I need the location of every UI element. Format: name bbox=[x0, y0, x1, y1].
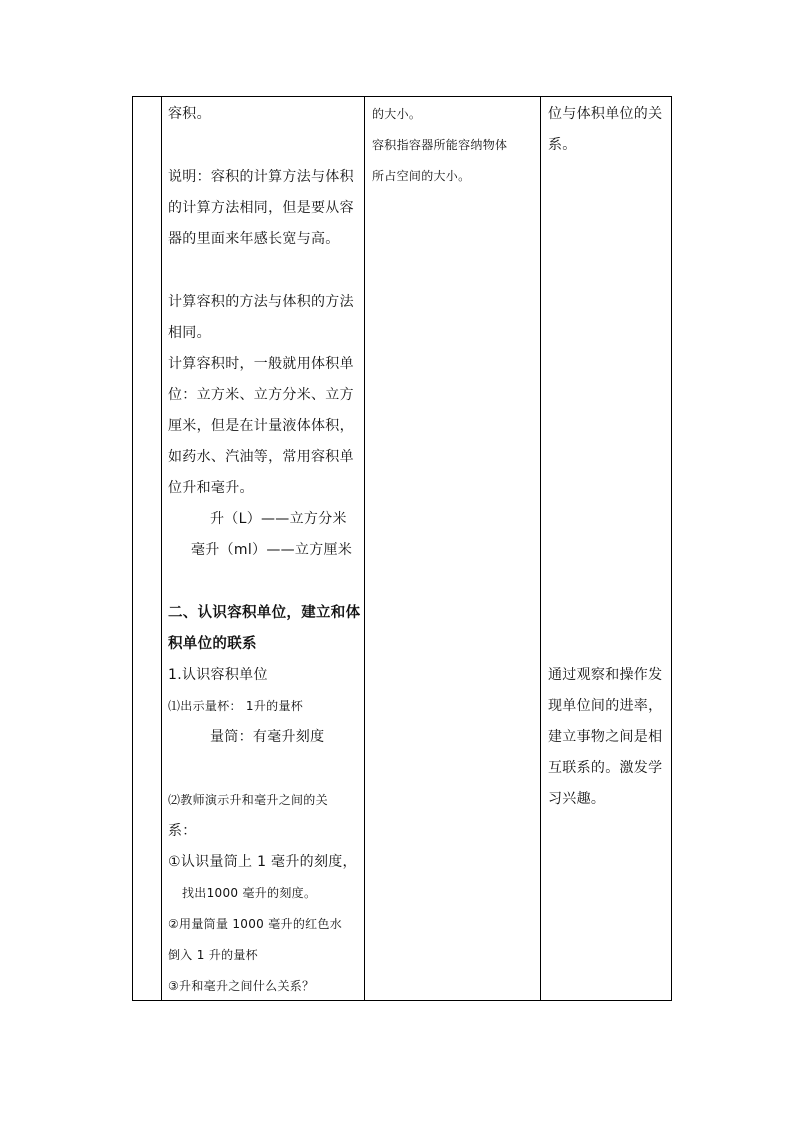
text-line: 量筒：有毫升刻度 bbox=[210, 729, 325, 745]
text-line: 习兴趣。 bbox=[548, 791, 606, 807]
text-line: 系。 bbox=[548, 137, 577, 153]
text-line: 现单位间的进率， bbox=[548, 698, 663, 714]
text-line: 位与体积单位的关 bbox=[548, 106, 663, 122]
text-line: 位：立方米、立方分米、立方 bbox=[168, 387, 354, 403]
text-line: 倒入 1 升的量杯 bbox=[168, 948, 258, 962]
text-line: ②用量筒量 1000 毫升的红色水 bbox=[168, 917, 343, 931]
text-line: 互联系的。激发学 bbox=[548, 760, 663, 776]
text-line: 通过观察和操作发 bbox=[548, 667, 663, 683]
text-line: 如药水、汽油等，常用容积单 bbox=[168, 449, 354, 465]
text-line: 说明：容积的计算方法与体积 bbox=[168, 169, 354, 185]
text-line: 的计算方法相同，但是要从容 bbox=[168, 200, 354, 216]
text-line: 容积。 bbox=[168, 106, 211, 122]
text-line: ①认识量筒上 1 毫升的刻度， bbox=[168, 854, 357, 870]
text-line: 位升和毫升。 bbox=[168, 480, 254, 496]
text-line: 所占空间的大小。 bbox=[372, 169, 471, 183]
section-heading: 积单位的联系 bbox=[168, 636, 257, 652]
table-column-blank bbox=[133, 97, 162, 1000]
text-line: 找出1000 毫升的刻度。 bbox=[182, 886, 317, 900]
text-line: 器的里面来年感长宽与高。 bbox=[168, 231, 340, 247]
unit-relation-milliliter: 毫升（ml）——立方厘米 bbox=[191, 542, 353, 558]
text-line: 建立事物之间是相 bbox=[548, 729, 663, 745]
text-line: 厘米，但是在计量液体体积， bbox=[168, 418, 354, 434]
text-line: 计算容积的方法与体积的方法 bbox=[168, 294, 354, 310]
text-line: 系： bbox=[168, 823, 197, 839]
text-line: ③升和毫升之间什么关系？ bbox=[168, 979, 315, 993]
text-line: 的大小。 bbox=[372, 107, 422, 121]
table-column-student-activity bbox=[365, 97, 541, 1000]
table-column-design-intent bbox=[541, 97, 672, 1000]
table-column-teaching-process bbox=[162, 97, 365, 1000]
text-line: 相同。 bbox=[168, 325, 211, 341]
text-line: ⑴出示量杯： 1升的量杯 bbox=[168, 699, 304, 713]
text-line: ⑵教师演示升和毫升之间的关 bbox=[168, 793, 328, 807]
lesson-plan-table bbox=[132, 96, 672, 1001]
section-heading: 二、认识容积单位，建立和体 bbox=[168, 605, 361, 621]
text-line: 计算容积时，一般就用体积单 bbox=[168, 356, 354, 372]
text-line: 容积指容器所能容纳物体 bbox=[372, 138, 508, 152]
unit-relation-liter: 升（L）——立方分米 bbox=[210, 511, 347, 527]
text-line: 1.认识容积单位 bbox=[168, 667, 268, 683]
